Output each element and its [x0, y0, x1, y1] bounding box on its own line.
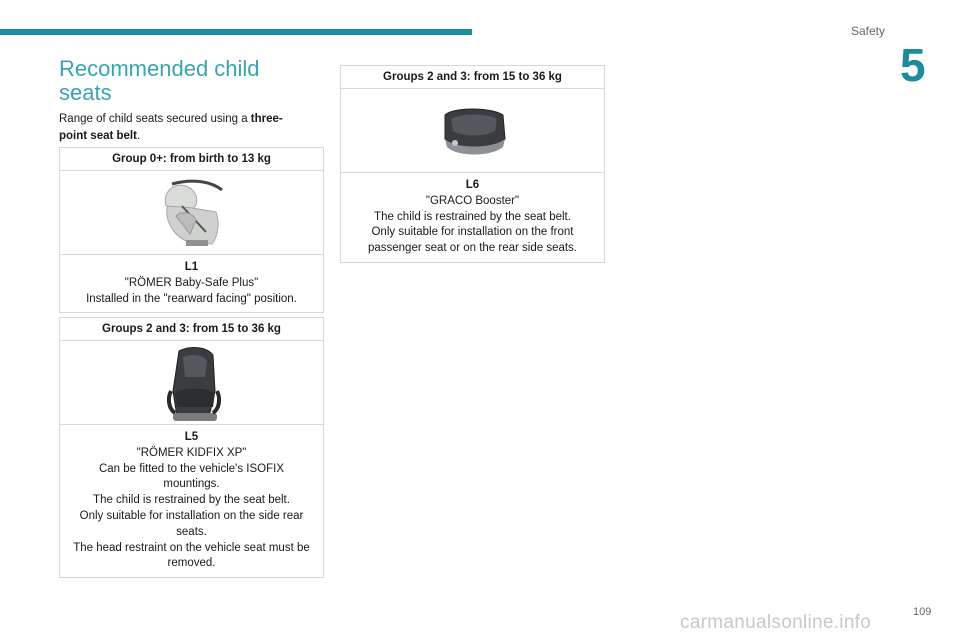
intro-bold-text: three-point seat belt	[59, 113, 283, 142]
weight-group-label: Groups 2 and 3: from 15 to 36 kg	[60, 318, 323, 341]
seat-code: L6	[465, 179, 480, 191]
seat-description-line: Can be fitted to the vehicle's ISOFIX mountings.	[98, 462, 284, 491]
seat-description-line: Only suitable for installation on the side rear seats.	[79, 509, 304, 538]
seat-description-line: "RÖMER Baby-Safe Plus"	[124, 276, 259, 289]
seat-description-line: Only suitable for installation on the front passenger seat or on the rear side seats.	[367, 226, 578, 255]
infant-carrier-icon	[60, 171, 323, 255]
seat-description-line: The head restraint on the vehicle seat must be removed.	[73, 541, 310, 570]
intro-text: Range of child seats secured using a	[59, 113, 251, 125]
child-seat-card-l5	[59, 317, 324, 578]
watermark: carmanualsonline.info	[680, 612, 872, 633]
intro-paragraph	[59, 111, 309, 145]
seat-description	[60, 255, 323, 312]
weight-group-label: Group 0+: from birth to 13 kg	[60, 148, 323, 171]
weight-group-label: Groups 2 and 3: from 15 to 36 kg	[341, 66, 604, 89]
seat-description	[341, 173, 604, 262]
page-number: 109	[913, 606, 932, 618]
seat-description	[60, 425, 323, 577]
child-seat-card-l1	[59, 147, 324, 313]
seat-code: L1	[184, 261, 199, 273]
high-back-booster-icon	[60, 341, 323, 425]
seat-description-line: The child is restrained by the seat belt.	[93, 494, 290, 507]
chapter-number: 5	[900, 39, 926, 91]
child-seat-card-l6	[340, 65, 605, 263]
seat-description-line: "RÖMER KIDFIX XP"	[136, 446, 247, 459]
intro-end: .	[136, 130, 141, 142]
header-title: Safety	[851, 24, 886, 38]
booster-cushion-icon	[341, 89, 604, 173]
seat-description-line: Installed in the "rearward facing" position.	[86, 292, 297, 305]
section-title: Recommended child seats	[59, 56, 260, 105]
seat-code: L5	[184, 431, 199, 443]
header-accent-bar	[0, 29, 472, 35]
seat-description-line: "GRACO Booster"	[425, 194, 520, 207]
seat-description-line: The child is restrained by the seat belt.	[374, 210, 571, 223]
